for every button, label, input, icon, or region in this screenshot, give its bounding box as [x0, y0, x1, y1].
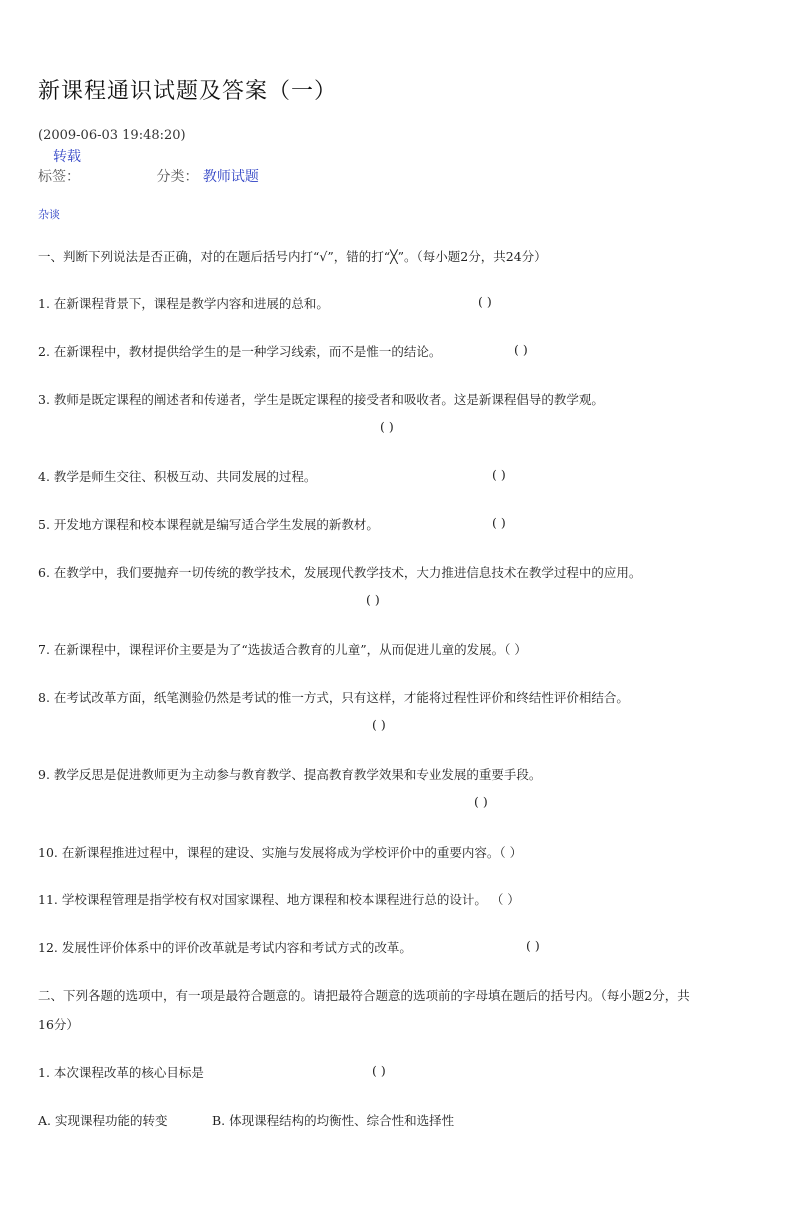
answer-paren: ( ) — [366, 592, 380, 607]
question-3: 3. 教师是既定课程的阐述者和传递者，学生是既定课程的接受者和吸收者。这是新课程倡导的教学观。 — [38, 392, 604, 407]
answer-paren: ( ) — [526, 938, 540, 953]
question-8: 8. 在考试改革方面，纸笔测验仍然是考试的惟一方式，只有这样，才能将过程性评价和终结性评价相结合。 — [38, 690, 629, 705]
answer-paren: ( ) — [492, 515, 506, 530]
repost-link[interactable]: 转载 — [53, 149, 81, 165]
question-12: 12. 发展性评价体系中的评价改革就是考试内容和考试方式的改革。 — [38, 940, 412, 955]
question-9: 9. 教学反思是促进教师更为主动参与教育教学、提高教育教学效果和专业发展的重要手段。 — [38, 767, 542, 782]
option-a: A. 实现课程功能的转变 — [38, 1113, 168, 1128]
category-link[interactable]: 教师试题 — [202, 169, 259, 185]
question-4: 4. 教学是师生交往、积极互动、共同发展的过程。 — [38, 469, 317, 484]
answer-paren: ( ) — [492, 467, 506, 482]
question-1: 1. 在新课程背景下，课程是教学内容和进展的总和。 — [38, 296, 329, 311]
page-title: 新课程通识试题及答案（一） — [38, 79, 338, 104]
option-b: B. 体现课程结构的均衡性、综合性和选择性 — [212, 1113, 455, 1128]
question-7: 7. 在新课程中，课程评价主要是为了“选拔适合教育的儿童”，从而促进儿童的发展。（ ） — [38, 642, 527, 657]
answer-paren: ( ) — [474, 794, 488, 809]
section1-heading: 一、判断下列说法是否正确，对的在题后括号内打“√”，错的打“╳”。（每小题2分，共24分） — [38, 249, 547, 264]
tags-label: 标签： — [38, 169, 80, 185]
question-10: 10. 在新课程推进过程中，课程的建设、实施与发展将成为学校评价中的重要内容。（ ） — [38, 845, 523, 860]
answer-paren: ( ) — [372, 1063, 386, 1078]
section2-heading-line2: 16分） — [38, 1017, 79, 1032]
answer-paren: ( ) — [478, 294, 492, 309]
post-date: (2009-06-03 19:48:20) — [38, 128, 186, 143]
post-meta — [38, 166, 259, 186]
answer-paren: ( ) — [514, 342, 528, 357]
category-label: 分类： — [156, 169, 199, 185]
section2-heading-line1: 二、下列各题的选项中，有一项是最符合题意的。请把最符合题意的选项前的字母填在题后的括号内。（每小题2分，共 — [38, 988, 690, 1003]
answer-paren: ( ) — [380, 419, 394, 434]
question-5: 5. 开发地方课程和校本课程就是编写适合学生发展的新教材。 — [38, 517, 379, 532]
answer-paren: ( ) — [372, 717, 386, 732]
question-11: 11. 学校课程管理是指学校有权对国家课程、地方课程和校本课程进行总的设计。 （ ） — [38, 892, 520, 907]
misc-tag-link[interactable]: 杂谈 — [38, 208, 60, 221]
question-2: 2. 在新课程中，教材提供给学生的是一种学习线索，而不是惟一的结论。 — [38, 344, 442, 359]
question-6: 6. 在教学中，我们要抛弃一切传统的教学技术，发展现代教学技术，大力推进信息技术在教学过程中的应用。 — [38, 565, 642, 580]
s2-question-1: 1. 本次课程改革的核心目标是 — [38, 1065, 204, 1080]
